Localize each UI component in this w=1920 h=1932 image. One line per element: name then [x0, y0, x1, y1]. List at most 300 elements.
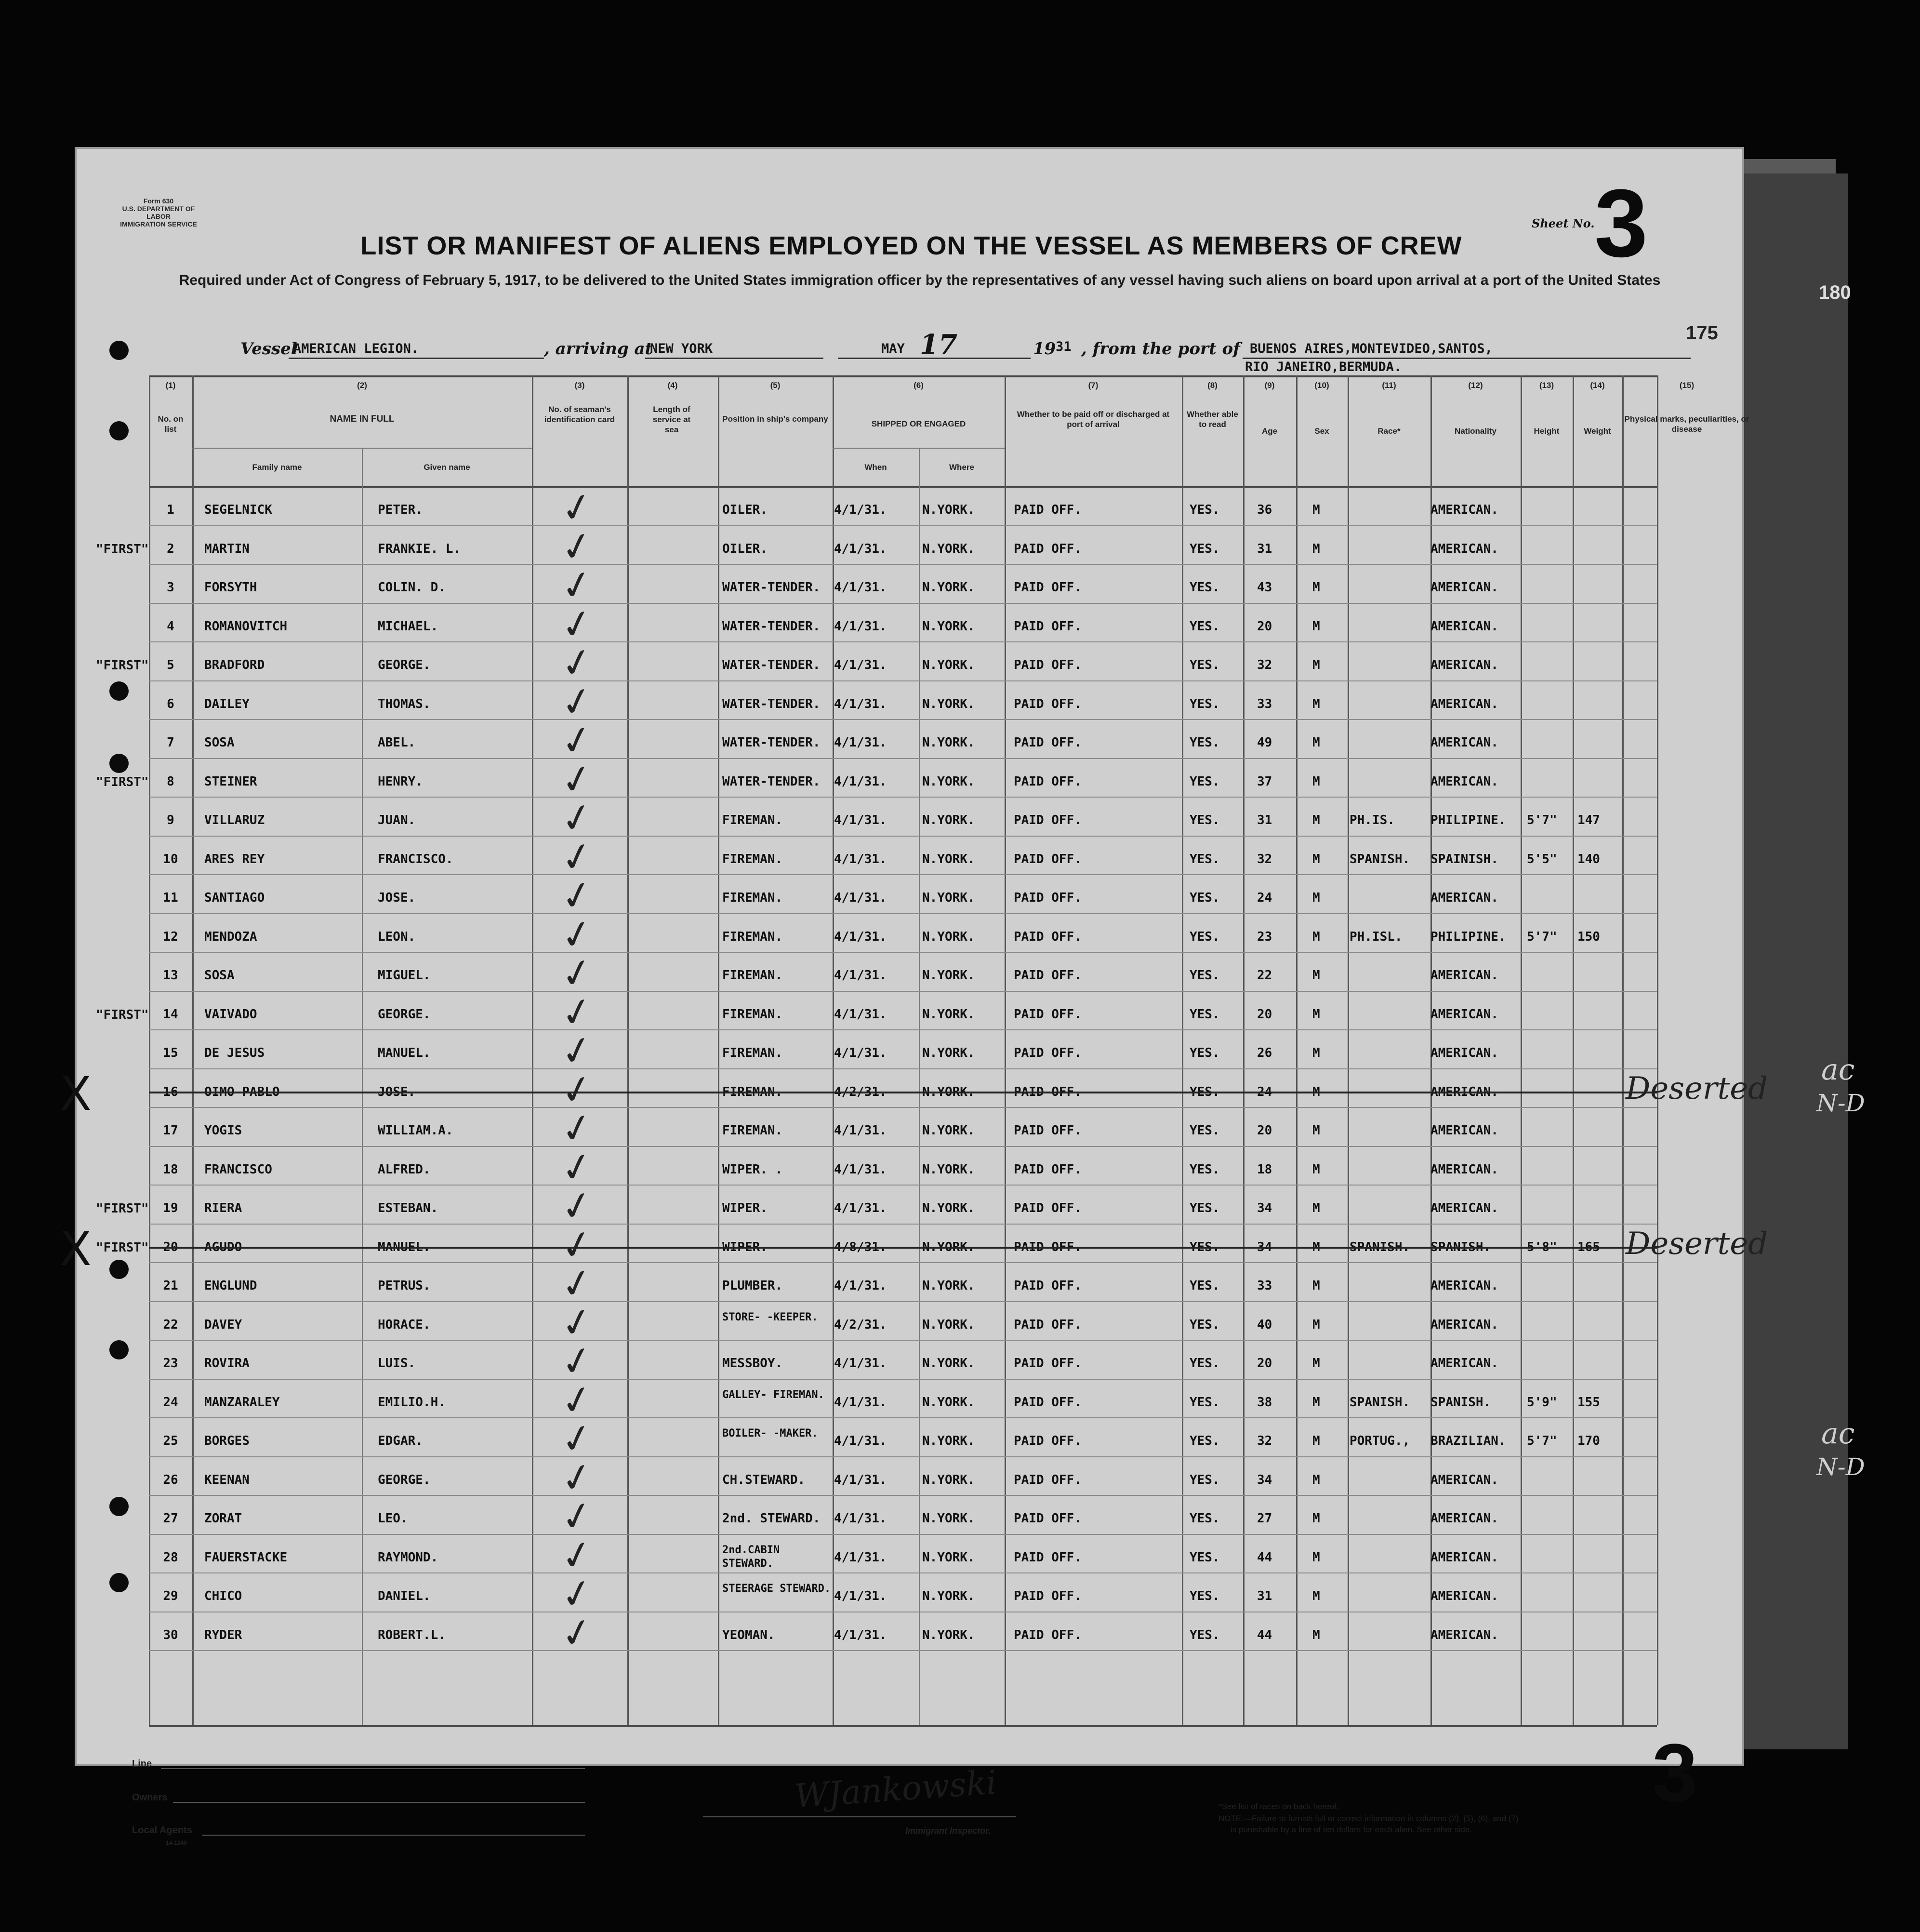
shipped-where: N.YORK.	[922, 1046, 975, 1060]
page-number-180: 180	[1819, 282, 1851, 303]
given-name: MIGUEL.	[378, 968, 431, 983]
given-name: EDGAR.	[378, 1434, 423, 1448]
able-to-read: YES.	[1190, 1589, 1220, 1603]
paid-off: PAID OFF.	[1014, 1084, 1082, 1099]
punch-hole	[109, 754, 129, 773]
given-name: ESTEBAN.	[378, 1201, 438, 1215]
margin-note-ac-2: ac	[1821, 1417, 1855, 1451]
row-number: 28	[163, 1550, 178, 1565]
shipped-where: N.YORK.	[922, 1317, 975, 1332]
row-number: 29	[163, 1589, 178, 1603]
row-divider	[149, 1456, 1657, 1457]
row-number: 17	[163, 1123, 178, 1138]
shipped-where: N.YORK.	[922, 696, 975, 711]
check-mark-icon: ✓	[556, 599, 597, 650]
nationality: AMERICAN.	[1430, 1472, 1498, 1487]
footer-line-label: Line	[132, 1759, 152, 1769]
age: 43	[1257, 580, 1272, 595]
age: 22	[1257, 968, 1272, 983]
weight: 165	[1577, 1239, 1600, 1254]
position: WIPER.	[722, 1201, 768, 1215]
row-divider	[149, 1340, 1657, 1341]
row-divider	[149, 1068, 1657, 1069]
family-name: FAUERSTACKE	[204, 1550, 288, 1565]
shipped-when: 4/1/31.	[834, 541, 887, 556]
family-name: SANTIAGO	[204, 891, 265, 905]
shipped-when: 4/1/31.	[834, 813, 887, 827]
family-name: DAVEY	[204, 1317, 242, 1332]
shipped-where: N.YORK.	[922, 1123, 975, 1138]
able-to-read: YES.	[1190, 1511, 1220, 1526]
family-name: STEINER	[204, 774, 257, 789]
col-header-sex: Sex	[1314, 426, 1329, 436]
row-divider	[149, 797, 1657, 798]
col-num-3: (3)	[574, 381, 585, 390]
height: 5'5"	[1527, 852, 1557, 866]
margin-note-ac-1: ac	[1821, 1053, 1855, 1087]
row-number: 25	[163, 1434, 178, 1448]
position: FIREMAN.	[722, 891, 783, 905]
arrival-day: 17	[920, 329, 957, 360]
age: 38	[1257, 1395, 1272, 1410]
paid-off: PAID OFF.	[1014, 696, 1082, 711]
shipped-when: 4/1/31.	[834, 658, 887, 672]
position: MESSBOY.	[722, 1356, 783, 1371]
able-to-read: YES.	[1190, 1007, 1220, 1022]
shipped-when: 4/1/31.	[834, 1627, 887, 1642]
col-header-weight: Weight	[1584, 426, 1611, 436]
sex: M	[1312, 813, 1320, 827]
check-mark-icon: ✓	[556, 1336, 597, 1386]
check-mark-icon: ✓	[556, 793, 597, 843]
shipped-where: N.YORK.	[922, 735, 975, 750]
position: FIREMAN.	[722, 813, 783, 827]
position: FIREMAN.	[722, 929, 783, 944]
family-name: DAILEY	[204, 696, 250, 711]
shipped-when: 4/1/31.	[834, 735, 887, 750]
row-divider	[149, 913, 1657, 914]
shipped-where: N.YORK.	[922, 852, 975, 866]
given-name: RAYMOND.	[378, 1550, 438, 1565]
document-subtitle: Required under Act of Congress of February 5, 1917, to be delivered to the United States immigration officer by the representatives of any vessel having such aliens on board upon arrival at a port of the United States	[179, 272, 1661, 288]
nationality: AMERICAN.	[1430, 1356, 1498, 1371]
sex: M	[1312, 1046, 1320, 1060]
shipped-when: 4/1/31.	[834, 1162, 887, 1177]
weight: 155	[1577, 1395, 1600, 1410]
col-header-name: NAME IN FULL	[330, 414, 395, 424]
row-divider	[149, 758, 1657, 759]
vessel-label: Vessel	[240, 339, 297, 359]
paid-off: PAID OFF.	[1014, 1550, 1082, 1565]
family-name: MENDOZA	[204, 929, 257, 944]
given-name: WILLIAM.A.	[378, 1123, 453, 1138]
row-number: 2	[167, 541, 174, 556]
shipped-when: 4/1/31.	[834, 619, 887, 634]
nationality: AMERICAN.	[1430, 1123, 1498, 1138]
age: 44	[1257, 1550, 1272, 1565]
shipped-when: 4/1/31.	[834, 891, 887, 905]
shipped-where: N.YORK.	[922, 1472, 975, 1487]
nationality: AMERICAN.	[1430, 1162, 1498, 1177]
able-to-read: YES.	[1190, 1239, 1220, 1254]
shipped-when: 4/1/31.	[834, 696, 887, 711]
shipped-where: N.YORK.	[922, 1239, 975, 1254]
row-divider	[149, 1185, 1657, 1186]
sex: M	[1312, 891, 1320, 905]
row-number: 14	[163, 1007, 178, 1022]
family-name: CHICO	[204, 1589, 242, 1603]
able-to-read: YES.	[1190, 1084, 1220, 1099]
row-number: 15	[163, 1046, 178, 1060]
shipped-where: N.YORK.	[922, 658, 975, 672]
row-number: 4	[167, 619, 174, 634]
check-mark-icon: ✓	[556, 482, 597, 533]
first-annotation: "FIRST"	[96, 658, 149, 673]
sex: M	[1312, 541, 1320, 556]
row-number: 21	[163, 1279, 178, 1293]
col-header-where: Where	[949, 463, 974, 472]
punch-hole	[109, 341, 129, 360]
position: FIREMAN.	[722, 852, 783, 866]
nationality: AMERICAN.	[1430, 696, 1498, 711]
race: SPANISH.	[1350, 1395, 1410, 1410]
row-divider	[149, 719, 1657, 720]
check-mark-icon: ✓	[556, 1297, 597, 1348]
age: 31	[1257, 1589, 1272, 1603]
able-to-read: YES.	[1190, 658, 1220, 672]
given-name: THOMAS.	[378, 696, 431, 711]
col-num-11: (11)	[1382, 381, 1396, 390]
col-header-when: When	[864, 463, 887, 472]
family-name: BORGES	[204, 1434, 250, 1448]
shipped-when: 4/1/31.	[834, 1589, 887, 1603]
paid-off: PAID OFF.	[1014, 1046, 1082, 1060]
sex: M	[1312, 1084, 1320, 1099]
first-annotation: "FIRST"	[96, 774, 149, 789]
row-number: 10	[163, 852, 178, 866]
nationality: AMERICAN.	[1430, 580, 1498, 595]
height: 5'8"	[1527, 1239, 1557, 1254]
nationality: AMERICAN.	[1430, 1279, 1498, 1293]
able-to-read: YES.	[1190, 968, 1220, 983]
crew-table	[60, 375, 1768, 1725]
shipped-where: N.YORK.	[922, 774, 975, 789]
given-name: JOSE.	[378, 1084, 416, 1099]
row-number: 24	[163, 1395, 178, 1410]
sex: M	[1312, 1162, 1320, 1177]
weight: 147	[1577, 813, 1600, 827]
vessel-name: AMERICAN LEGION.	[293, 341, 419, 356]
shipped-when: 4/1/31.	[834, 1434, 887, 1448]
year-prefix: 19	[1033, 339, 1056, 359]
row-number: 27	[163, 1511, 178, 1526]
age: 20	[1257, 1356, 1272, 1371]
margin-note-nd-2: N-D	[1816, 1453, 1865, 1481]
age: 33	[1257, 696, 1272, 711]
position: WIPER. .	[722, 1162, 783, 1177]
first-annotation: "FIRST"	[96, 1240, 149, 1255]
paid-off: PAID OFF.	[1014, 658, 1082, 672]
age: 31	[1257, 541, 1272, 556]
shipped-when: 4/1/31.	[834, 968, 887, 983]
row-divider	[149, 1379, 1657, 1380]
given-name: GEORGE.	[378, 658, 431, 672]
shipped-where: N.YORK.	[922, 541, 975, 556]
family-name: FORSYTH	[204, 580, 257, 595]
family-name: SOSA	[204, 735, 235, 750]
col-header-service: Length of service at sea	[652, 405, 691, 434]
able-to-read: YES.	[1190, 1395, 1220, 1410]
shipped-where: N.YORK.	[922, 1007, 975, 1022]
position: WATER-TENDER.	[722, 658, 821, 672]
nationality: PHILIPINE.	[1430, 813, 1506, 827]
check-mark-icon: ✓	[556, 948, 597, 999]
paid-off: PAID OFF.	[1014, 1434, 1082, 1448]
family-name: KEENAN	[204, 1472, 250, 1487]
sex: M	[1312, 580, 1320, 595]
family-name: VAIVADO	[204, 1007, 257, 1022]
family-name: FRANCISCO	[204, 1162, 272, 1177]
first-annotation: "FIRST"	[96, 1201, 149, 1216]
row-number: 1	[167, 503, 174, 517]
nationality: AMERICAN.	[1430, 1317, 1498, 1332]
shipped-where: N.YORK.	[922, 813, 975, 827]
check-mark-icon: ✓	[556, 986, 597, 1038]
able-to-read: YES.	[1190, 929, 1220, 944]
col-header-age: Age	[1261, 426, 1278, 436]
paid-off: PAID OFF.	[1014, 852, 1082, 866]
paid-off: PAID OFF.	[1014, 1395, 1082, 1410]
given-name: MICHAEL.	[378, 619, 438, 634]
able-to-read: YES.	[1190, 852, 1220, 866]
col-num-6: (6)	[914, 381, 924, 390]
age: 40	[1257, 1317, 1272, 1332]
paid-off: PAID OFF.	[1014, 541, 1082, 556]
paid-off: PAID OFF.	[1014, 1589, 1082, 1603]
age: 18	[1257, 1162, 1272, 1177]
shipped-when: 4/1/31.	[834, 580, 887, 595]
race: PH.ISL.	[1350, 929, 1403, 944]
shipped-where: N.YORK.	[922, 580, 975, 595]
able-to-read: YES.	[1190, 774, 1220, 789]
sex: M	[1312, 1589, 1320, 1603]
shipped-when: 4/1/31.	[834, 929, 887, 944]
nationality: AMERICAN.	[1430, 968, 1498, 983]
shipped-when: 4/1/31.	[834, 1046, 887, 1060]
check-mark-icon: ✓	[556, 1452, 597, 1503]
nationality: AMERICAN.	[1430, 735, 1498, 750]
check-mark-icon: ✓	[556, 1219, 597, 1270]
footnote-races: *See list of races on back hereof.	[1218, 1802, 1339, 1811]
col-header-height: Height	[1534, 426, 1560, 436]
age: 23	[1257, 929, 1272, 944]
shipped-when: 4/1/31.	[834, 1472, 887, 1487]
col-num-2: (2)	[357, 381, 367, 390]
shipped-where: N.YORK.	[922, 1356, 975, 1371]
row-number: 13	[163, 968, 178, 983]
age: 20	[1257, 619, 1272, 634]
given-name: LEO.	[378, 1511, 408, 1526]
departure-ports-line1: BUENOS AIRES,MONTEVIDEO,SANTOS,	[1250, 341, 1493, 356]
able-to-read: YES.	[1190, 541, 1220, 556]
shipped-when: 4/2/31.	[834, 1084, 887, 1099]
able-to-read: YES.	[1190, 1472, 1220, 1487]
paid-off: PAID OFF.	[1014, 1162, 1082, 1177]
race: SPANISH.	[1350, 852, 1410, 866]
row-divider	[149, 1417, 1657, 1418]
manifest-sheet	[60, 147, 1768, 1846]
shipped-when: 4/1/31.	[834, 503, 887, 517]
first-annotation: "FIRST"	[96, 1007, 149, 1022]
able-to-read: YES.	[1190, 891, 1220, 905]
age: 32	[1257, 658, 1272, 672]
col-header-id-card: No. of seaman's identification card	[544, 405, 615, 424]
weight: 150	[1577, 929, 1600, 944]
age: 24	[1257, 891, 1272, 905]
sex: M	[1312, 1279, 1320, 1293]
row-number: 18	[163, 1162, 178, 1177]
nationality: AMERICAN.	[1430, 619, 1498, 634]
able-to-read: YES.	[1190, 1627, 1220, 1642]
position: WATER-TENDER.	[722, 735, 821, 750]
shipped-where: N.YORK.	[922, 1084, 975, 1099]
position: WATER-TENDER.	[722, 696, 821, 711]
race: PH.IS.	[1350, 813, 1395, 827]
able-to-read: YES.	[1190, 1046, 1220, 1060]
row-number: 16	[163, 1084, 178, 1099]
nationality: SPAINISH.	[1430, 852, 1498, 866]
position: FIREMAN.	[722, 1007, 783, 1022]
nationality: AMERICAN.	[1430, 1550, 1498, 1565]
given-name: MANUEL.	[378, 1046, 431, 1060]
check-mark-icon: ✓	[556, 1491, 597, 1542]
physical-marks-note: Deserted	[1626, 1226, 1768, 1262]
sex: M	[1312, 929, 1320, 944]
row-number: 22	[163, 1317, 178, 1332]
check-mark-icon: ✓	[556, 909, 597, 960]
col-header-read: Whether able to read	[1187, 410, 1238, 429]
col-header-marks: Physical marks, peculiarities, or disease	[1624, 414, 1749, 434]
age: 49	[1257, 735, 1272, 750]
row-number: 11	[163, 891, 178, 905]
sex: M	[1312, 1007, 1320, 1022]
sex: M	[1312, 1550, 1320, 1565]
row-number: 9	[167, 813, 174, 827]
row-number: 26	[163, 1472, 178, 1487]
paid-off: PAID OFF.	[1014, 774, 1082, 789]
check-mark-icon: ✓	[556, 638, 597, 688]
nationality: AMERICAN.	[1430, 774, 1498, 789]
able-to-read: YES.	[1190, 1123, 1220, 1138]
footer-owners-label: Owners	[132, 1792, 168, 1803]
paid-off: PAID OFF.	[1014, 1123, 1082, 1138]
col-header-family: Family name	[252, 463, 302, 472]
age: 34	[1257, 1472, 1272, 1487]
row-number: 30	[163, 1627, 178, 1642]
family-name: MARTIN	[204, 541, 250, 556]
shipped-where: N.YORK.	[922, 619, 975, 634]
check-mark-icon: ✓	[556, 1258, 597, 1309]
document-title: LIST OR MANIFEST OF ALIENS EMPLOYED ON THE VESSEL AS MEMBERS OF CREW	[360, 231, 1462, 260]
inspector-signature: WJankowski	[793, 1763, 998, 1816]
voyage-info	[149, 329, 1691, 374]
row-divider	[149, 525, 1657, 526]
sex: M	[1312, 1201, 1320, 1215]
x-mark-icon: X	[60, 1222, 92, 1276]
shipped-where: N.YORK.	[922, 1201, 975, 1215]
departure-ports-line2: RIO JANEIRO,BERMUDA.	[1245, 360, 1402, 374]
shipped-where: N.YORK.	[922, 1627, 975, 1642]
sex: M	[1312, 1356, 1320, 1371]
col-num-10: (10)	[1314, 381, 1329, 390]
given-name: HORACE.	[378, 1317, 431, 1332]
position: GALLEY- FIREMAN.	[722, 1388, 824, 1401]
age: 44	[1257, 1627, 1272, 1642]
given-name: JOSE.	[378, 891, 416, 905]
position: WATER-TENDER.	[722, 580, 821, 595]
row-number: 8	[167, 774, 174, 789]
shipped-when: 4/1/31.	[834, 1356, 887, 1371]
nationality: AMERICAN.	[1430, 1511, 1498, 1526]
nationality: AMERICAN.	[1430, 541, 1498, 556]
sex: M	[1312, 658, 1320, 672]
row-number: 6	[167, 696, 174, 711]
paid-off: PAID OFF.	[1014, 968, 1082, 983]
check-mark-icon: ✓	[556, 1026, 597, 1076]
family-name: BRADFORD	[204, 658, 265, 672]
given-name: JUAN.	[378, 813, 416, 827]
margin-note-nd-1: N-D	[1816, 1089, 1865, 1117]
paid-off: PAID OFF.	[1014, 813, 1082, 827]
row-divider	[149, 603, 1657, 604]
footnote-penalty-2: is punishable by a fine of ten dollars for each alien. See other side.	[1231, 1825, 1472, 1834]
sex: M	[1312, 1434, 1320, 1448]
family-name: ENGLUND	[204, 1279, 257, 1293]
col-header-nationality: Nationality	[1455, 426, 1496, 436]
check-mark-icon: ✓	[556, 715, 597, 766]
nationality: BRAZILIAN.	[1430, 1434, 1506, 1448]
row-divider	[149, 1572, 1657, 1573]
position: FIREMAN.	[722, 1046, 783, 1060]
sex: M	[1312, 968, 1320, 983]
inspector-label: Immigrant Inspector.	[905, 1826, 991, 1836]
able-to-read: YES.	[1190, 735, 1220, 750]
paid-off: PAID OFF.	[1014, 1472, 1082, 1487]
arrival-year: 31	[1056, 339, 1072, 354]
check-mark-icon: ✓	[556, 831, 597, 882]
col-header-no: No. on list	[158, 414, 184, 434]
position: FIREMAN.	[722, 1123, 783, 1138]
paid-off: PAID OFF.	[1014, 1317, 1082, 1332]
position: STORE- -KEEPER.	[722, 1311, 818, 1323]
check-mark-icon: ✓	[556, 754, 597, 805]
given-name: LUIS.	[378, 1356, 416, 1371]
family-name: ROMANOVITCH	[204, 619, 288, 634]
family-name: OIMO PABLO	[204, 1084, 280, 1099]
family-name: ROVIRA	[204, 1356, 250, 1371]
page-number-175: 175	[1686, 322, 1718, 344]
age: 34	[1257, 1239, 1272, 1254]
position: STEERAGE STEWARD.	[722, 1583, 831, 1595]
position: PLUMBER.	[722, 1279, 783, 1293]
row-divider	[149, 1495, 1657, 1496]
check-mark-icon: ✓	[556, 521, 597, 572]
footer-agents-label: Local Agents	[132, 1825, 192, 1836]
position: 2nd.CABIN STEWARD.	[722, 1544, 780, 1570]
shipped-when: 4/1/31.	[834, 852, 887, 866]
check-mark-icon: ✓	[556, 1530, 597, 1581]
row-divider	[149, 1146, 1657, 1147]
